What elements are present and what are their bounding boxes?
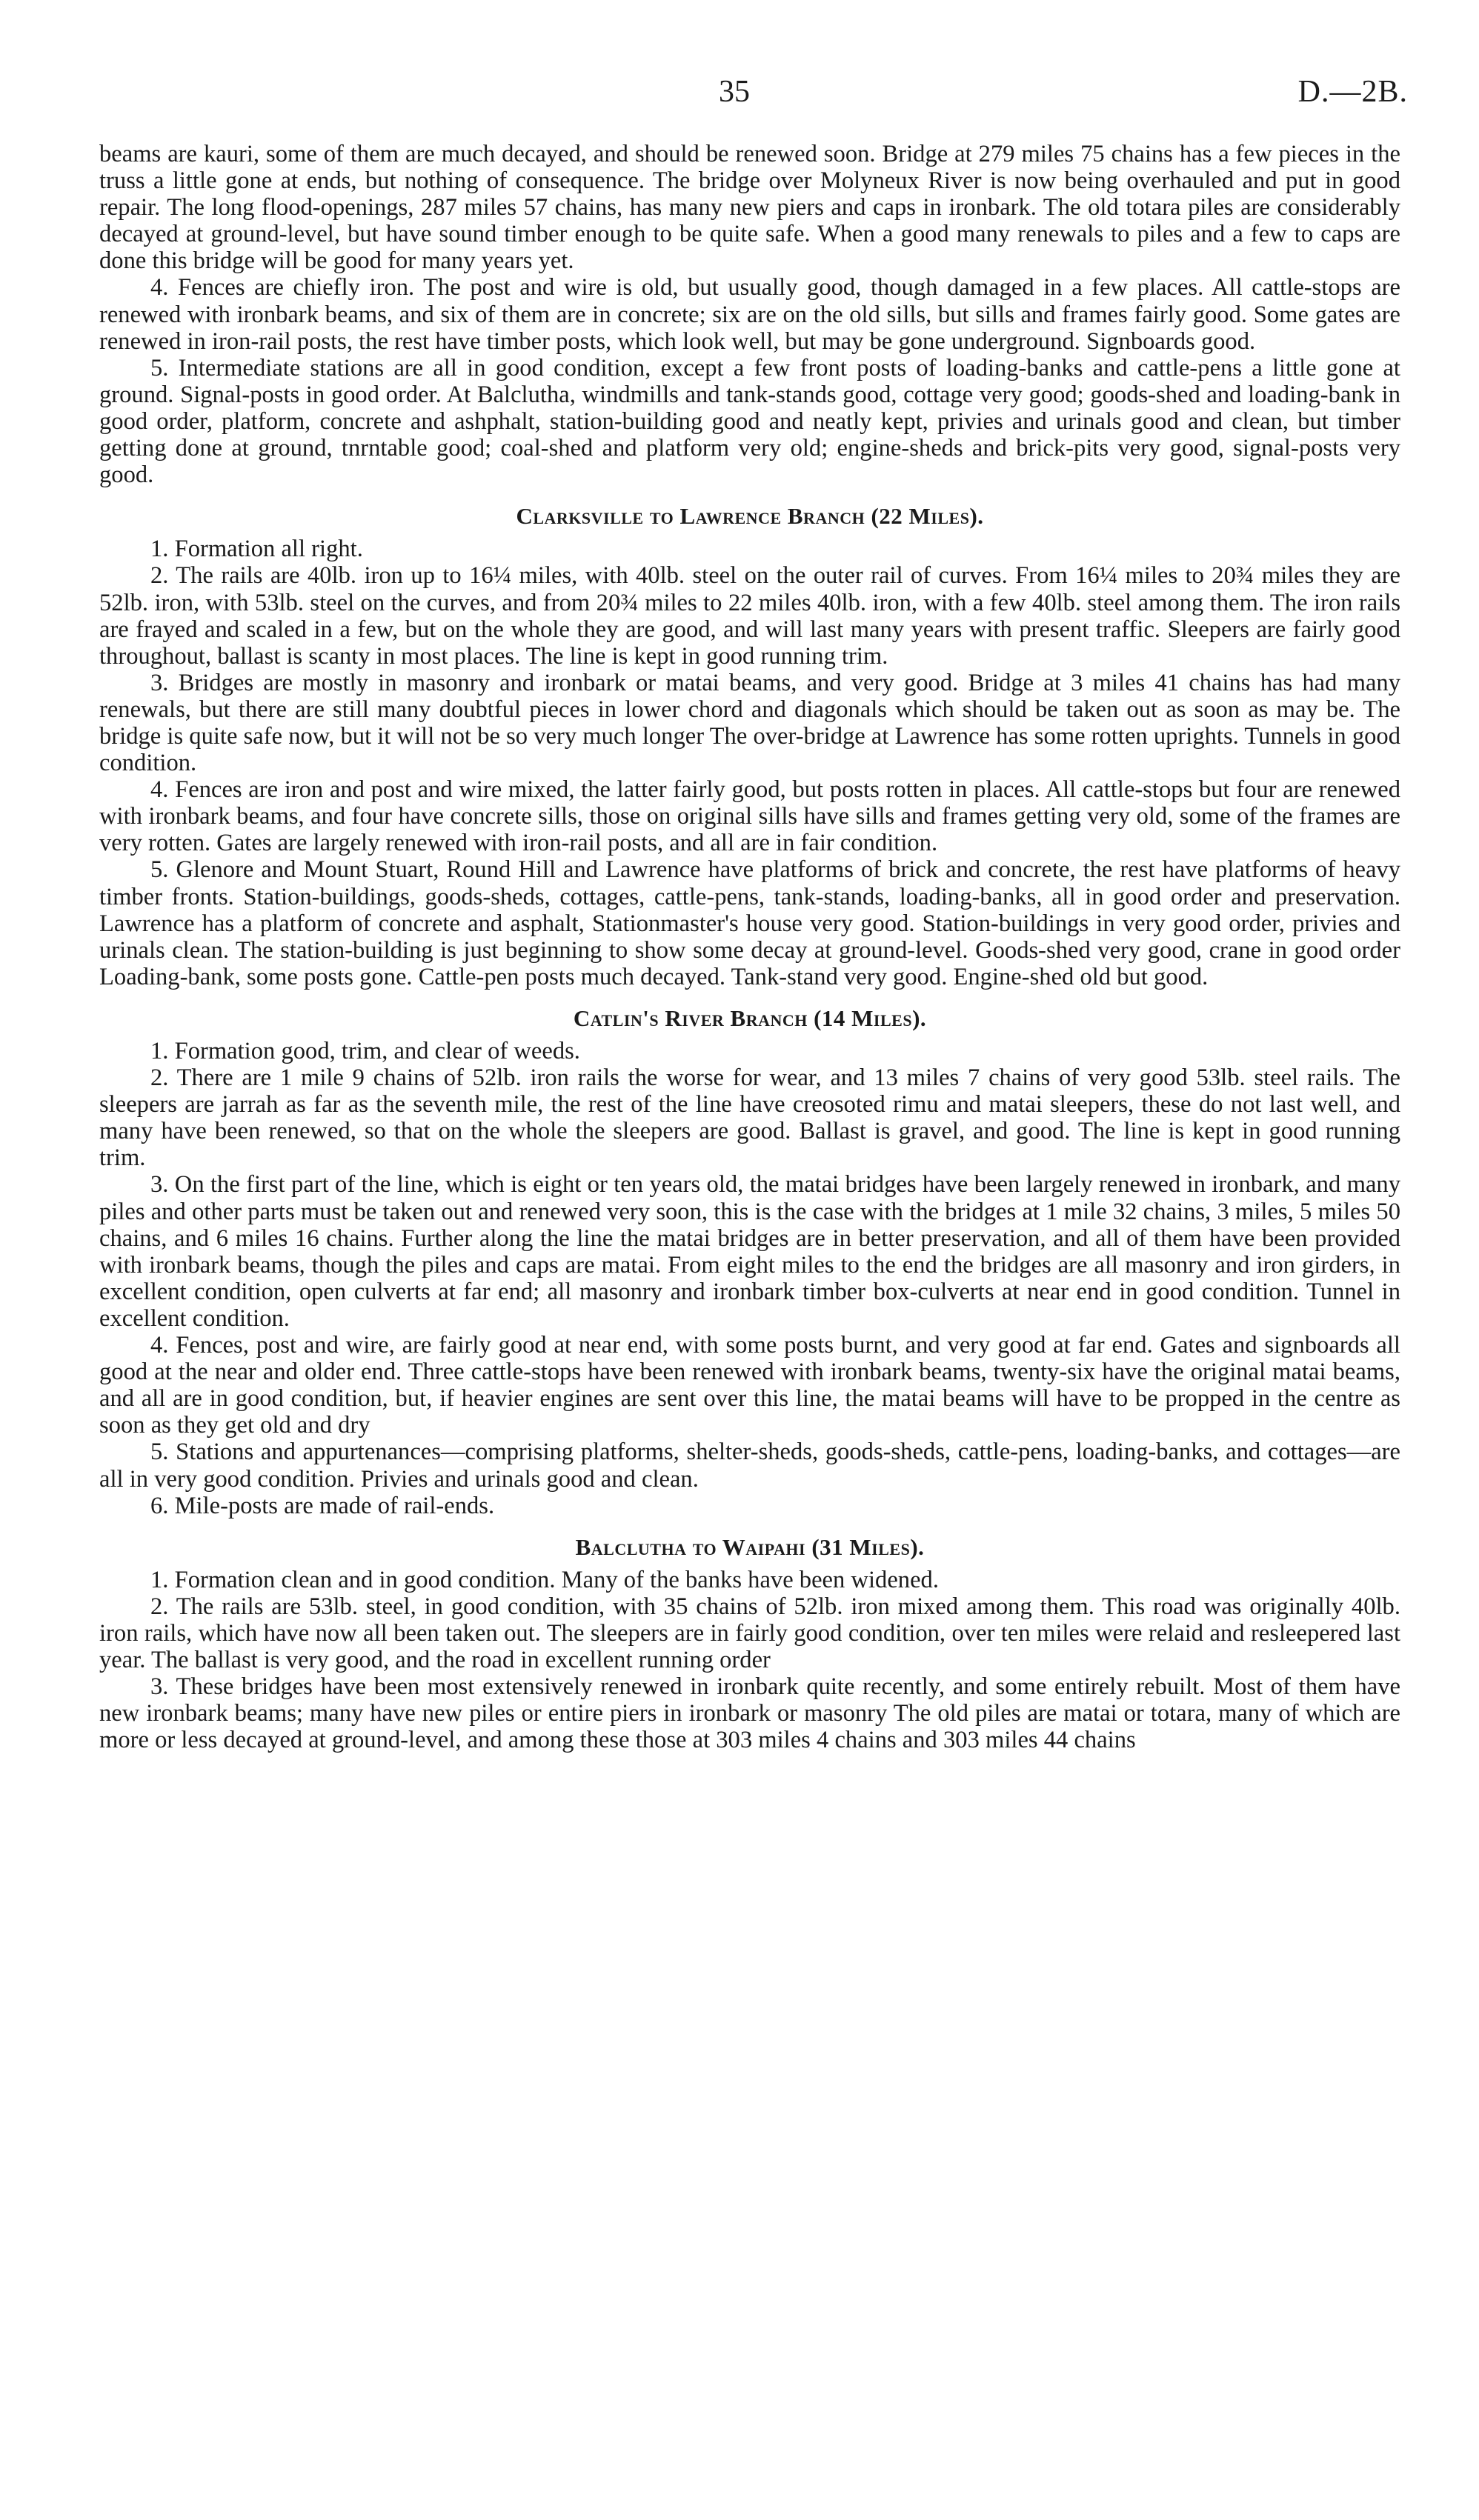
document-body bbox=[99, 141, 1400, 1753]
paragraph: 2. There are 1 mile 9 chains of 52lb. iron rails the worse for wear, and 13 miles 7 chains of very good 53lb. steel rails. The sleepers are jarrah as far as the seventh mile, the rest of the line have creosoted rimu and matai sleepers, these do not last well, and many have been renewed, so that on the whole the sleepers are good. Ballast is gravel, and good. The line is kept in good running trim. bbox=[99, 1064, 1400, 1172]
section-heading: Balclutha to Waipahi (31 Miles). bbox=[575, 1533, 925, 1560]
paragraph: 5. Stations and appurtenances—comprising platforms, shelter-sheds, goods-sheds, cattle-pens, loading-banks, and cottages—are all in very good condition. Privies and urinals good and clean. bbox=[99, 1439, 1400, 1493]
paragraph: 3. On the first part of the line, which is eight or ten years old, the matai bridges have been largely renewed in ironbark, and many piles and other parts must be taken out and renewed very soon, this is the case with the bridges at 1 mile 32 chains, 3 miles, 5 miles 50 chains, and 6 miles 16 chains. Further along the line the matai bridges are in better preservation, and all of them have been provided with ironbark beams, though the piles and caps are matai. From eight miles to the end the bridges are all masonry and iron girders, in excellent condition, open culverts at far end; all masonry and ironbark timber box-culverts at near end in good condition. Tunnel in excellent condition. bbox=[99, 1171, 1400, 1332]
paragraph: 1. Formation clean and in good condition. Many of the banks have been widened. bbox=[150, 1566, 939, 1593]
section-heading: Clarksville to Lawrence Branch (22 Miles). bbox=[516, 503, 984, 530]
document-reference: D.—2B. bbox=[1297, 75, 1408, 109]
paragraph: 4. Fences are chiefly iron. The post and wire is old, but usually good, though damaged in a few places. All cattle-stops are renewed with ironbark beams, and six of them are in concrete; six are on the old sills, but sills and frames fairly good. Some gates are renewed in iron-rail posts, the rest have timber posts, which look well, but may be gone underground. Signboards good. bbox=[99, 274, 1400, 355]
paragraph: 2. The rails are 53lb. steel, in good condition, with 35 chains of 52lb. iron mixed among them. This road was originally 40lb. iron rails, which have now all been taken out. The sleepers are in fairly good condition, over ten miles were relaid and resleepered last year. The ballast is very good, and the road in excellent running order bbox=[99, 1593, 1400, 1674]
paragraph: 3. Bridges are mostly in masonry and ironbark or matai beams, and very good. Bridge at 3 miles 41 chains has had many renewals, but there are still many doubtful pieces in lower chord and diagonals which should be taken out as soon as may be. The bridge is quite safe now, but it will not be so very much longer The over-bridge at Lawrence has some rotten uprights. Tunnels in good condition. bbox=[99, 669, 1400, 777]
section-heading: Catlin's River Branch (14 Miles). bbox=[573, 1004, 927, 1031]
page-header bbox=[0, 71, 1479, 113]
paragraph: beams are kauri, some of them are much decayed, and should be renewed soon. Bridge at 279 miles 75 chains has a few pieces in the truss a little gone at ends, but nothing of consequence. The bridge over Molyneux River is now being overhauled and put in good repair. The long flood-openings, 287 miles 57 chains, has many new piers and caps in ironbark. The old totara piles are considerably decayed at ground-level, but have sound timber enough to be quite safe. When a good many renewals to piles and a few to caps are done this bridge will be good for many years yet. bbox=[99, 141, 1400, 275]
page-number: 35 bbox=[719, 75, 750, 109]
paragraph: 2. The rails are 40lb. iron up to 16¼ miles, with 40lb. steel on the outer rail of curves. From 16¼ miles to 20¾ miles they are 52lb. iron, with 53lb. steel on the curves, and from 20¾ miles to 22 miles 40lb. iron, with a few 40lb. steel among them. The iron rails are frayed and scaled in a few, but on the whole they are good, and will last many years with present traffic. Sleepers are fairly good throughout, ballast is scanty in most places. The line is kept in good running trim. bbox=[99, 562, 1400, 670]
paragraph: 3. These bridges have been most extensively renewed in ironbark quite recently, and some entirely rebuilt. Most of them have new ironbark beams; many have new piles or entire piers in ironbark or masonry The old piles are matai or totara, many of which are more or less decayed at ground-level, and among these those at 303 miles 4 chains and 303 miles 44 chains bbox=[99, 1673, 1400, 1754]
paragraph: 5. Glenore and Mount Stuart, Round Hill and Lawrence have platforms of brick and concrete, the rest have platforms of heavy timber fronts. Station-buildings, goods-sheds, cottages, cattle-pens, tank-stands, loading-banks, all in good order and preservation. Lawrence has a platform of concrete and asphalt, Stationmaster's house very good. Station-buildings in very good order, privies and urinals clean. The station-building is just beginning to show some decay at ground-level. Goods-shed very good, crane in good order Loading-bank, some posts gone. Cattle-pen posts much decayed. Tank-stand very good. Engine-shed old but good. bbox=[99, 856, 1400, 990]
paragraph: 6. Mile-posts are made of rail-ends. bbox=[150, 1492, 495, 1519]
paragraph: 1. Formation all right. bbox=[150, 536, 363, 563]
paragraph: 1. Formation good, trim, and clear of weeds. bbox=[150, 1038, 580, 1064]
paragraph: 4. Fences are iron and post and wire mixed, the latter fairly good, but posts rotten in places. All cattle-stops but four are renewed with ironbark beams, and four have concrete sills, those on original sills have sills and frames getting very old, some of the frames are very rotten. Gates are largely renewed with iron-rail posts, and all are in fair condition. bbox=[99, 776, 1400, 857]
paragraph: 5. Intermediate stations are all in good condition, except a few front posts of loading-banks and cattle-pens a little gone at ground. Signal-posts in good order. At Balclutha, windmills and tank-stands good, cottage very good; goods-shed and loading-bank in good order, platform, concrete and ashphalt, station-building good and neatly kept, privies and urinals good and clean, but timber getting done at ground, tnrntable good; coal-shed and platform very old; engine-sheds and brick-pits very good, signal-posts very good. bbox=[99, 354, 1400, 489]
paragraph: 4. Fences, post and wire, are fairly good at near end, with some posts burnt, and very good at far end. Gates and signboards all good at the near and older end. Three cattle-stops have been renewed with ironbark beams, twenty-six have the original matai beams, and all are in good condition, but, if heavier engines are sent over this line, the matai beams will have to be propped in the centre as soon as they get old and dry bbox=[99, 1332, 1400, 1439]
